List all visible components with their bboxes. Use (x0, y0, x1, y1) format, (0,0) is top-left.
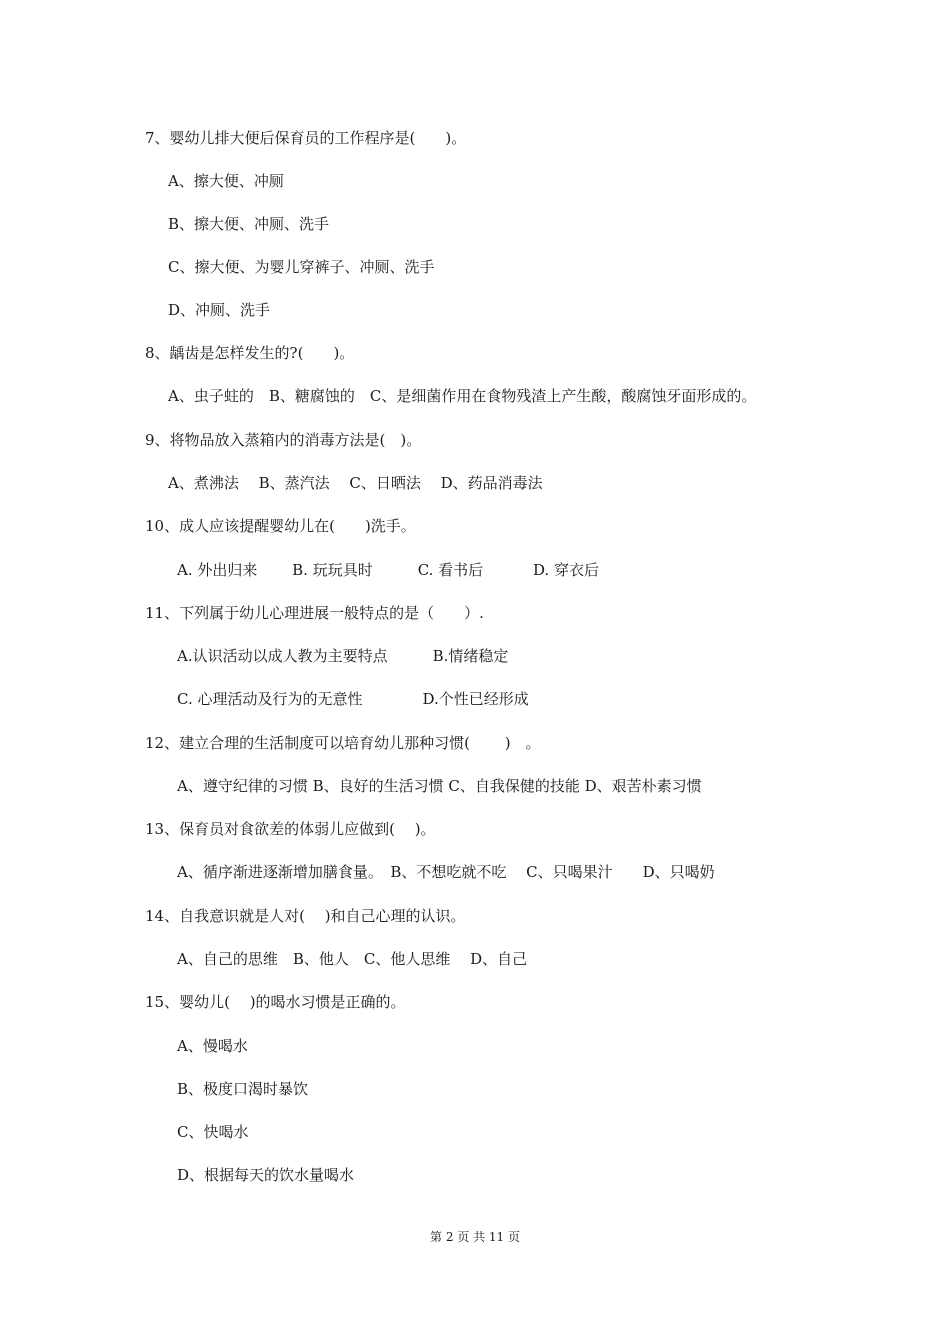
question-7-option-d: D、冲厕、洗手 (168, 301, 271, 319)
question-7-option-c: C、擦大便、为婴儿穿裤子、冲厕、洗手 (168, 258, 435, 276)
question-7-stem: 7、婴幼儿排大便后保育员的工作程序是( )。 (145, 129, 467, 147)
question-12-stem: 12、建立合理的生活制度可以培育幼儿那种习惯( ) 。 (145, 734, 541, 752)
question-12-options: A、遵守纪律的习惯 B、良好的生活习惯 C、自我保健的技能 D、艰苦朴素习惯 (177, 777, 702, 795)
question-14-options: A、自己的思维 B、他人 C、他人思维 D、自己 (177, 950, 528, 968)
question-10-options: A. 外出归来 B. 玩玩具时 C. 看书后 D. 穿衣后 (177, 561, 599, 579)
question-9-options: A、煮沸法 B、蒸汽法 C、日晒法 D、药品消毒法 (168, 474, 543, 492)
question-13-options: A、循序渐进逐渐增加膳食量。 B、不想吃就不吃 C、只喝果汁 D、只喝奶 (177, 863, 715, 881)
question-7-option-a: A、擦大便、冲厕 (168, 172, 284, 190)
question-11-stem: 11、下列属于幼儿心理进展一般特点的是（ ）. (145, 604, 484, 622)
question-11-options-ab: A.认识活动以成人教为主要特点 B.情绪稳定 (177, 647, 509, 665)
question-9-stem: 9、将物品放入蒸箱内的消毒方法是( )。 (145, 431, 422, 449)
question-15-option-d: D、根据每天的饮水量喝水 (177, 1166, 355, 1184)
question-15-option-b: B、极度口渴时暴饮 (177, 1080, 309, 1098)
question-15-option-a: A、慢喝水 (177, 1037, 248, 1055)
question-7-option-b: B、擦大便、冲厕、洗手 (168, 215, 330, 233)
question-10-stem: 10、成人应该提醒婴幼儿在( )洗手。 (145, 517, 416, 535)
page-number-footer: 第 2 页 共 11 页 (430, 1230, 520, 1244)
question-15-stem: 15、婴幼儿( )的喝水习惯是正确的。 (145, 993, 406, 1011)
question-8-stem: 8、龋齿是怎样发生的?( )。 (145, 344, 355, 362)
question-15-option-c: C、快喝水 (177, 1123, 249, 1141)
question-8-options: A、虫子蛀的 B、糖腐蚀的 C、是细菌作用在食物残渣上产生酸，酸腐蚀牙面形成的。 (168, 387, 757, 405)
question-13-stem: 13、保育员对食欲差的体弱儿应做到( )。 (145, 820, 436, 838)
question-14-stem: 14、自我意识就是人对( )和自己心理的认识。 (145, 907, 466, 925)
question-11-options-cd: C. 心理活动及行为的无意性 D.个性已经形成 (177, 690, 529, 708)
